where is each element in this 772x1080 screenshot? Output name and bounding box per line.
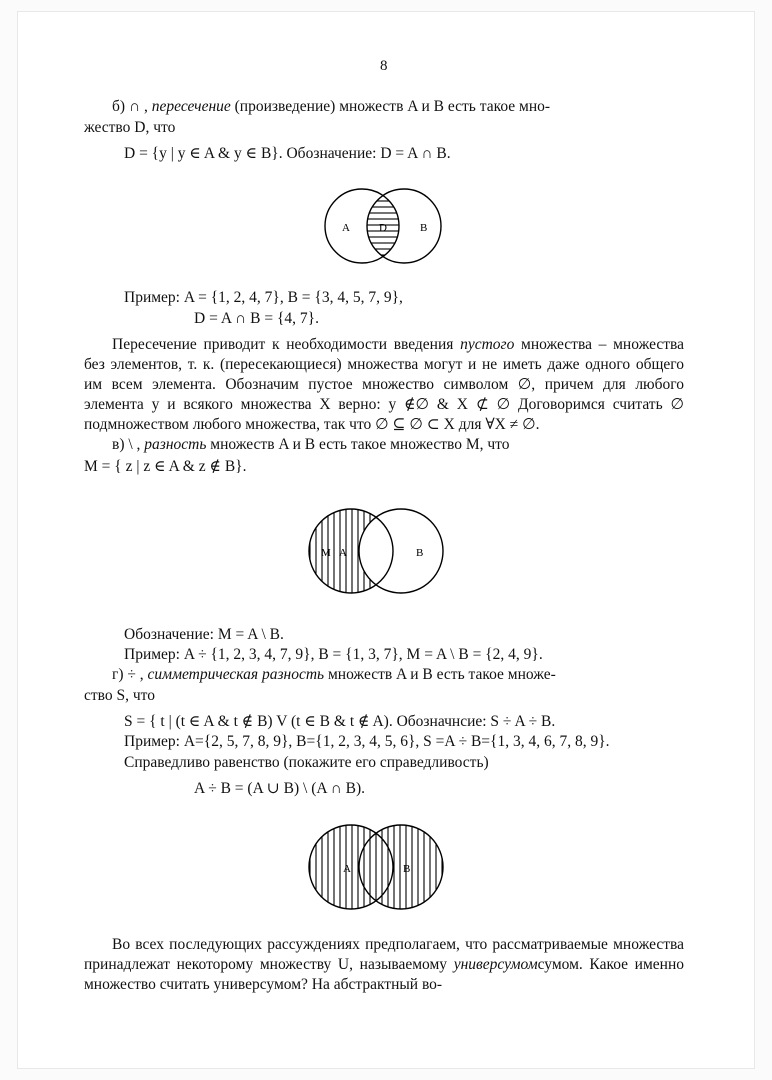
paragraph-c-rest: множеств A и B есть такое множество M, что [206, 436, 510, 454]
example-3: Пример: A={2, 5, 7, 8, 9}, B={1, 2, 3, 4, 5, 6}, S =A ÷ B={1, 3, 4, 6, 7, 8, 9}. [124, 733, 610, 751]
venn-label-b3: B [403, 862, 411, 875]
term-empty-set: пустого [460, 335, 515, 353]
symbol-difference: \ , [128, 436, 141, 454]
paragraph-empty-set: Пересечение приводит к необходимости введения пустого множества – множества без элементов, т. к. (пересекающиеся) множества могут и не иметь даже одного общего им всем элемента. Обозначим пустое множество символом ∅, причем для любого элемента y и всякого множества X верно: y ∉∅ & X ⊄ ∅ Договоримся считать ∅ подмножеством любого множества, так что ∅ ⊆ ∅ ⊂ X для ∀X ≠ ∅. [84, 335, 684, 434]
venn-label-b: B [420, 222, 428, 235]
definition-d: D = {y | y ∈ A & y ∈ B}. Обозначение: D = A ∩ B. [124, 145, 451, 163]
symbol-symmetric-difference: ÷ , [127, 665, 144, 683]
paragraph-c-line1 [84, 435, 684, 455]
venn-label-a2: A [339, 546, 347, 559]
venn-label-a: A [342, 222, 350, 235]
example-1-line1: Пример: A = {1, 2, 4, 7}, B = {3, 4, 5, 7, 9}, [124, 289, 403, 307]
definition-s: S = { t | (t ∈ A & t ∉ B) V (t ∈ B & t ∉ A). Обозначнсие: S ÷ A ÷ B. [124, 713, 556, 731]
label-b: б) [112, 98, 129, 115]
term-difference: разность [140, 436, 207, 454]
term-symmetric-difference: симметрическая разность [143, 665, 325, 683]
figure-intersection [84, 176, 684, 276]
term-universum: универсумом [453, 955, 538, 973]
example-1-line2: D = A ∩ B = {4, 7}. [194, 309, 319, 327]
label-c: в) [112, 436, 129, 454]
notation-m: Обозначение: M = A \ B. [124, 625, 284, 643]
paragraph-b-rest: (произведение) множеств A и B есть такое мно- [230, 98, 551, 115]
venn-symmetric-svg [279, 811, 489, 923]
venn-intersection-svg [284, 176, 484, 276]
figure-symmetric-difference [84, 811, 684, 923]
venn-difference-svg [279, 495, 489, 607]
symbol-intersection: ∩ , [128, 98, 148, 115]
section-c [84, 435, 684, 476]
equality-intro: Справедливо равенство (покажите его справедливость) [124, 753, 489, 771]
term-intersection: пересечение [147, 98, 231, 115]
label-d: г) [112, 665, 128, 683]
paragraph-d-line1 [84, 665, 684, 685]
venn-label-m: M [321, 546, 331, 559]
venn-label-b2: B [416, 546, 424, 559]
paragraph-b-line2: жество D, что [84, 119, 176, 137]
venn-label-a3: A [343, 862, 351, 875]
page-sheet [18, 12, 754, 1068]
paragraph-c-line2: M = { z | z ∈ A & z ∉ B}. [84, 457, 247, 475]
section-b [84, 97, 684, 138]
venn-label-d: D [379, 222, 387, 235]
section-d [84, 665, 684, 706]
example-2: Пример: A ÷ {1, 2, 3, 4, 7, 9}, B = {1, 3, 7}, M = A \ B = {2, 4, 9}. [124, 645, 543, 663]
paragraph-universum: Во всех последующих рассуждениях предполагаем, что рассматриваемые множества принадлежат некоторому множеству U, называемому универсумомсумом. Какое именно множество считать универсумом? На абстрактный во- [84, 935, 684, 994]
paragraph-d-line2: ство S, что [84, 687, 155, 705]
equality-formula: A ÷ B = (A ∪ B) \ (A ∩ B). [194, 779, 366, 797]
paragraph-b-line1 [84, 97, 684, 117]
paragraph-d-rest: множеств A и B есть такое множе- [324, 665, 556, 683]
figure-difference [84, 495, 684, 607]
page-number: 8 [380, 58, 388, 74]
page-content [84, 58, 684, 995]
